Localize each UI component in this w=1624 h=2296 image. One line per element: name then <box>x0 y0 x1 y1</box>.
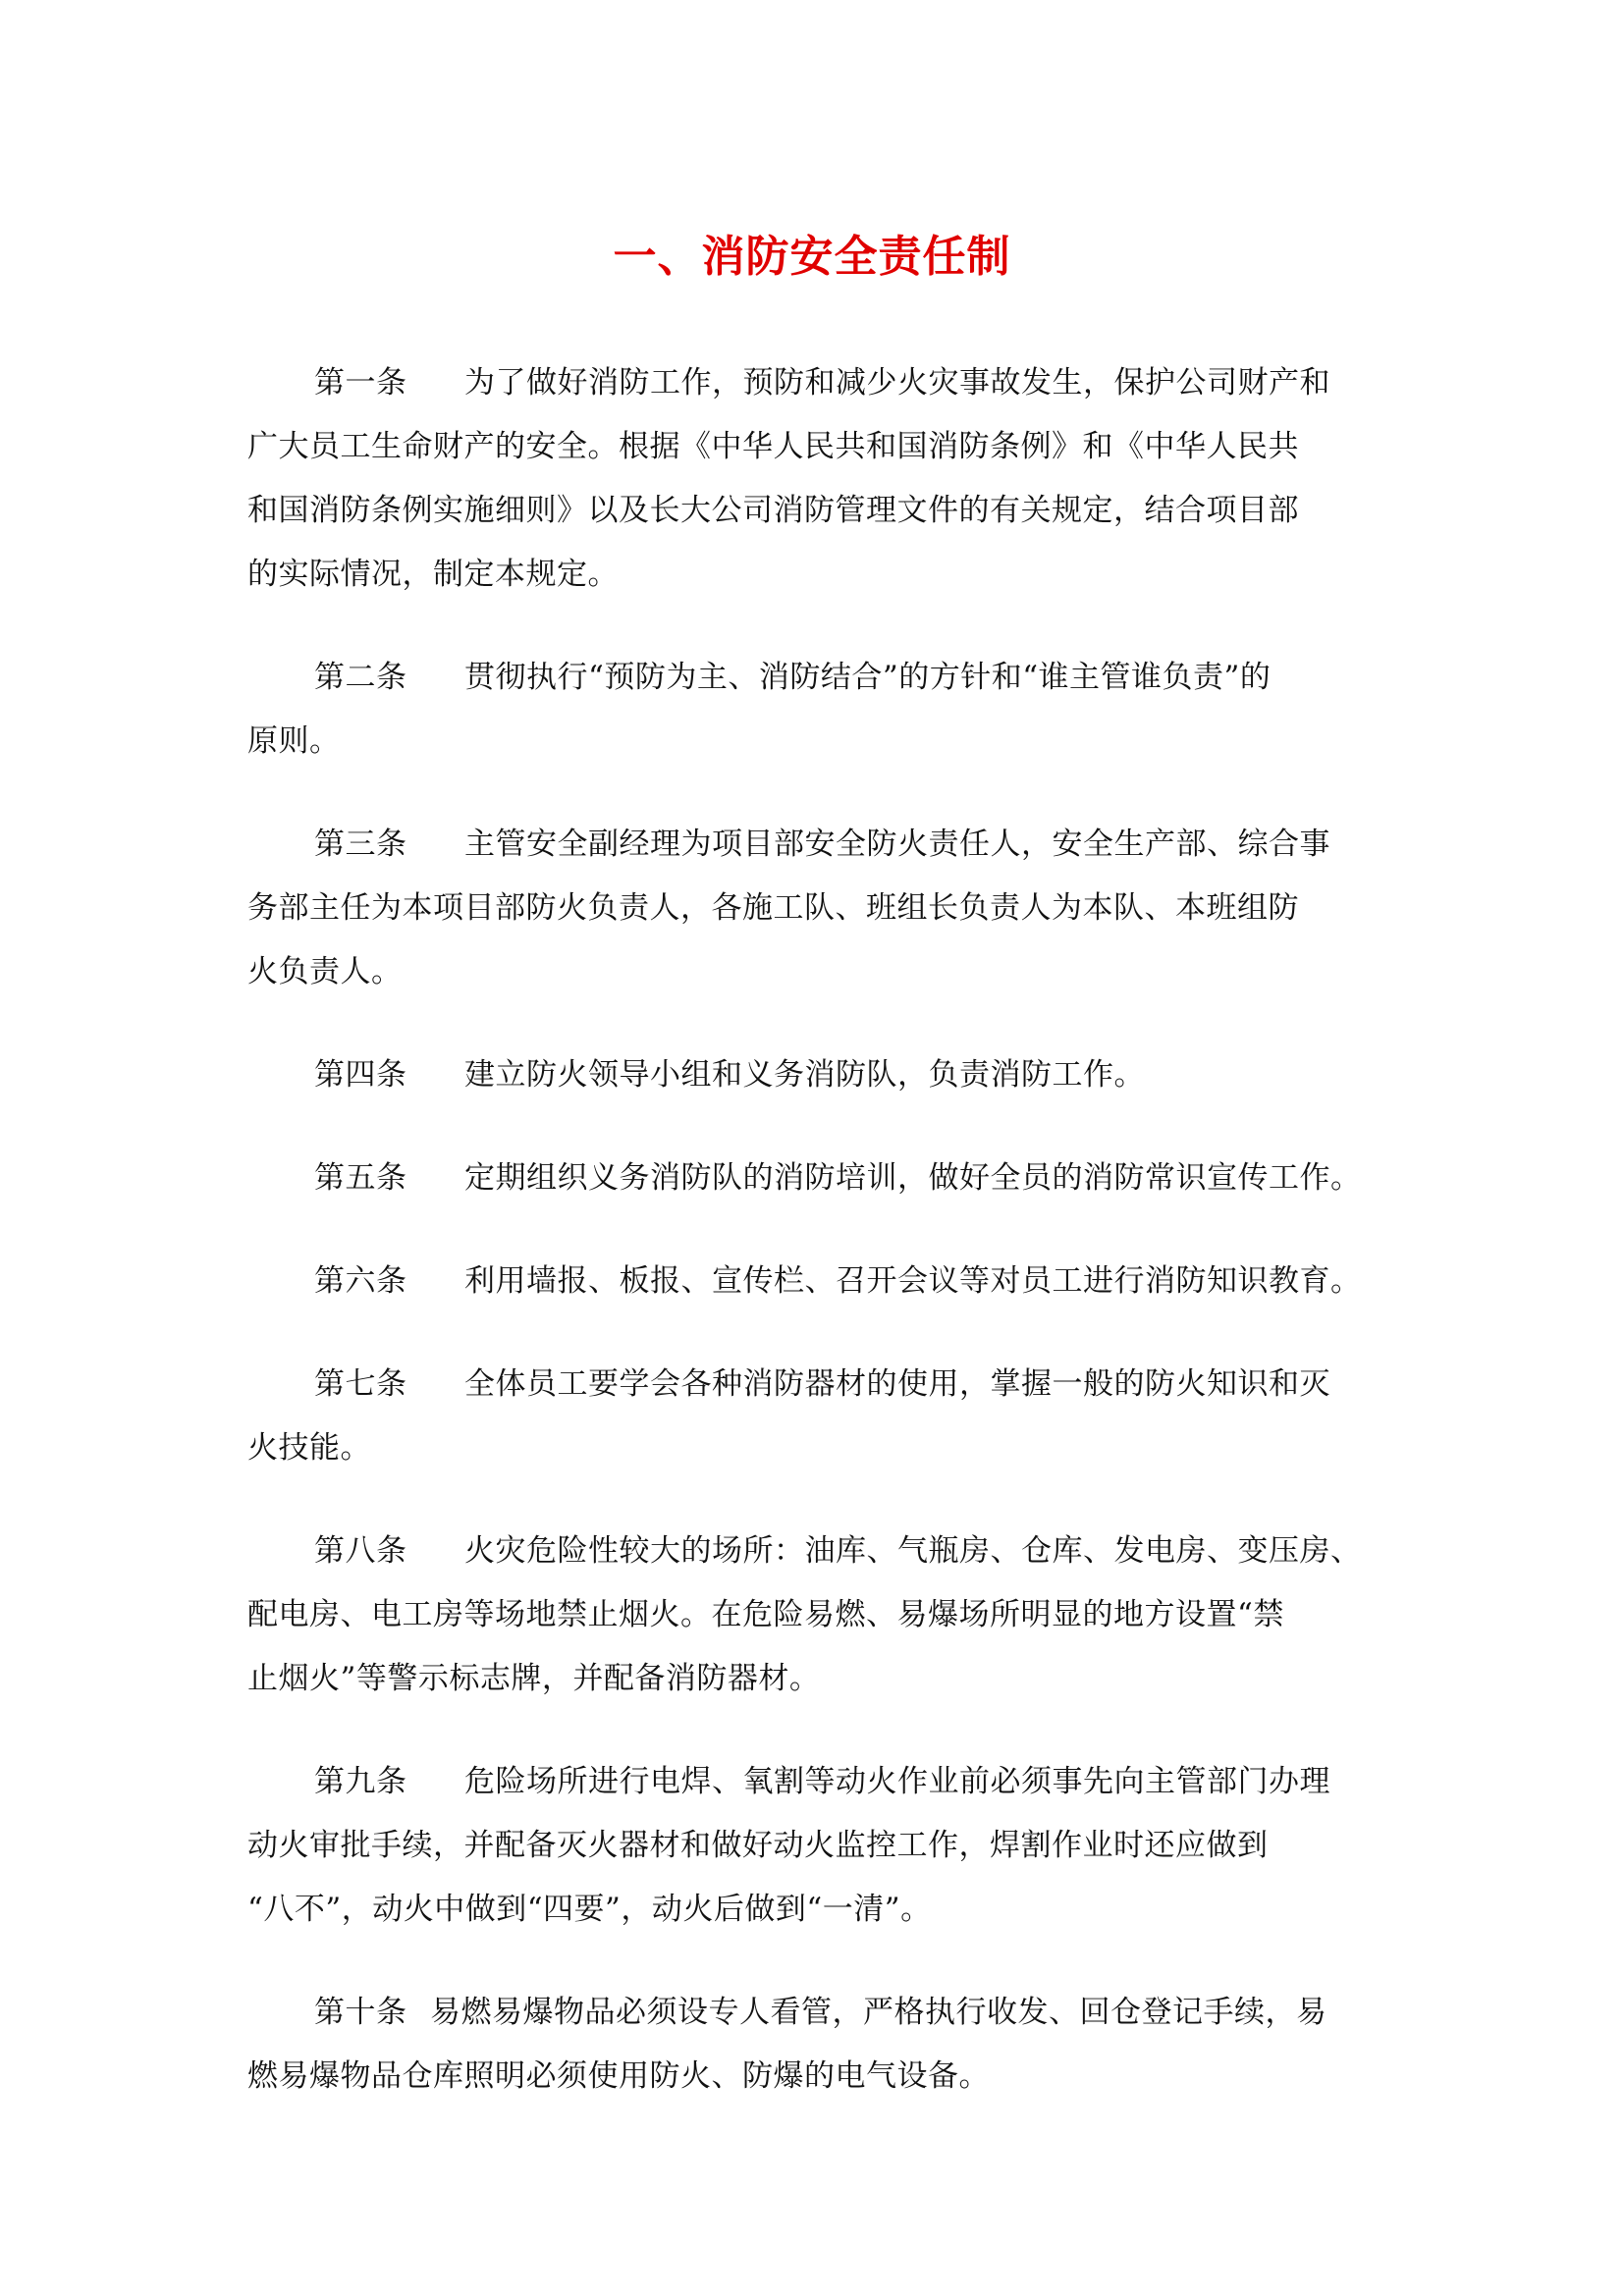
article-paragraph <box>247 1750 1396 1942</box>
text-line <box>247 646 1396 710</box>
article-text: 易燃易爆物品必须设专人看管，严格执行收发、回仓登记手续，易 <box>430 1995 1327 2030</box>
text-line <box>247 1647 1396 1711</box>
article-label: 第九条 <box>314 1764 407 1799</box>
article-text: 和国消防条例实施细则》以及长大公司消防管理文件的有关规定，结合项目部 <box>247 493 1299 528</box>
text-line <box>247 479 1396 543</box>
text-line <box>247 1353 1396 1416</box>
article-label: 第一条 <box>314 365 407 400</box>
article-paragraph <box>247 813 1396 1004</box>
text-line <box>247 1043 1396 1107</box>
article-text: 配电房、电工房等场地禁止烟火。在危险易燃、易爆场所明显的地方设置“禁 <box>247 1597 1284 1632</box>
article-text: 为了做好消防工作，预防和减少火灾事故发生，保护公司财产和 <box>464 365 1330 400</box>
article-label: 第八条 <box>314 1533 407 1569</box>
page-title: 一、消防安全责任制 <box>613 232 1011 282</box>
text-line <box>247 2045 1396 2109</box>
article-text: 的实际情况，制定本规定。 <box>247 557 619 592</box>
document-body <box>247 351 1396 2148</box>
article-label: 第七条 <box>314 1366 407 1402</box>
text-line <box>247 940 1396 1004</box>
text-line <box>247 1147 1396 1210</box>
article-text: 建立防火领导小组和义务消防队，负责消防工作。 <box>464 1057 1145 1093</box>
article-paragraph <box>247 1520 1396 1711</box>
article-text: 动火审批手续，并配备灭火器材和做好动火监控工作，焊割作业时还应做到 <box>247 1828 1269 1863</box>
article-label: 第四条 <box>314 1057 407 1093</box>
article-text: 火灾危险性较大的场所：油库、气瓶房、仓库、发电房、变压房、 <box>464 1533 1362 1569</box>
article-paragraph <box>247 1981 1396 2109</box>
article-text: 务部主任为本项目部防火负责人，各施工队、班组长负责人为本队、本班组防 <box>247 890 1299 926</box>
article-text: 利用墙报、板报、宣传栏、召开会议等对员工进行消防知识教育。 <box>464 1263 1362 1299</box>
article-paragraph <box>247 1043 1396 1107</box>
text-line <box>247 813 1396 877</box>
text-line <box>247 1583 1396 1647</box>
article-text: 火技能。 <box>247 1430 371 1466</box>
article-text: 燃易爆物品仓库照明必须使用防火、防爆的电气设备。 <box>247 2058 990 2094</box>
article-label: 第三条 <box>314 827 407 862</box>
text-line <box>247 877 1396 940</box>
article-text: 危险场所进行电焊、氧割等动火作业前必须事先向主管部门办理 <box>464 1764 1330 1799</box>
text-line <box>247 1981 1396 2045</box>
article-paragraph <box>247 1147 1396 1210</box>
text-line <box>247 351 1396 415</box>
article-label: 第二条 <box>314 660 407 695</box>
article-paragraph <box>247 1250 1396 1313</box>
article-paragraph <box>247 646 1396 774</box>
article-text: 定期组织义务消防队的消防培训，做好全员的消防常识宣传工作。 <box>464 1160 1362 1196</box>
text-line <box>247 415 1396 479</box>
article-text: “八不”，动火中做到“四要”，动火后做到“一清”。 <box>247 1892 932 1927</box>
article-text: 主管安全副经理为项目部安全防火责任人，安全生产部、综合事 <box>464 827 1330 862</box>
article-text: 全体员工要学会各种消防器材的使用，掌握一般的防火知识和灭 <box>464 1366 1330 1402</box>
text-line <box>247 1750 1396 1814</box>
article-text: 原则。 <box>247 723 341 759</box>
article-text: 止烟火”等警示标志牌，并配备消防器材。 <box>247 1661 821 1696</box>
article-paragraph <box>247 1353 1396 1480</box>
text-line <box>247 543 1396 607</box>
article-label: 第十条 <box>314 1995 407 2030</box>
text-line <box>247 1520 1396 1583</box>
text-line <box>247 1878 1396 1942</box>
text-line <box>247 1814 1396 1878</box>
article-text: 贯彻执行“预防为主、消防结合”的方针和“谁主管谁负责”的 <box>464 660 1272 695</box>
article-paragraph <box>247 351 1396 607</box>
article-text: 火负责人。 <box>247 954 403 989</box>
article-label: 第五条 <box>314 1160 407 1196</box>
text-line <box>247 710 1396 774</box>
text-line <box>247 1416 1396 1480</box>
article-label: 第六条 <box>314 1263 407 1299</box>
article-text: 广大员工生命财产的安全。根据《中华人民共和国消防条例》和《中华人民共 <box>247 429 1299 464</box>
text-line <box>247 1250 1396 1313</box>
